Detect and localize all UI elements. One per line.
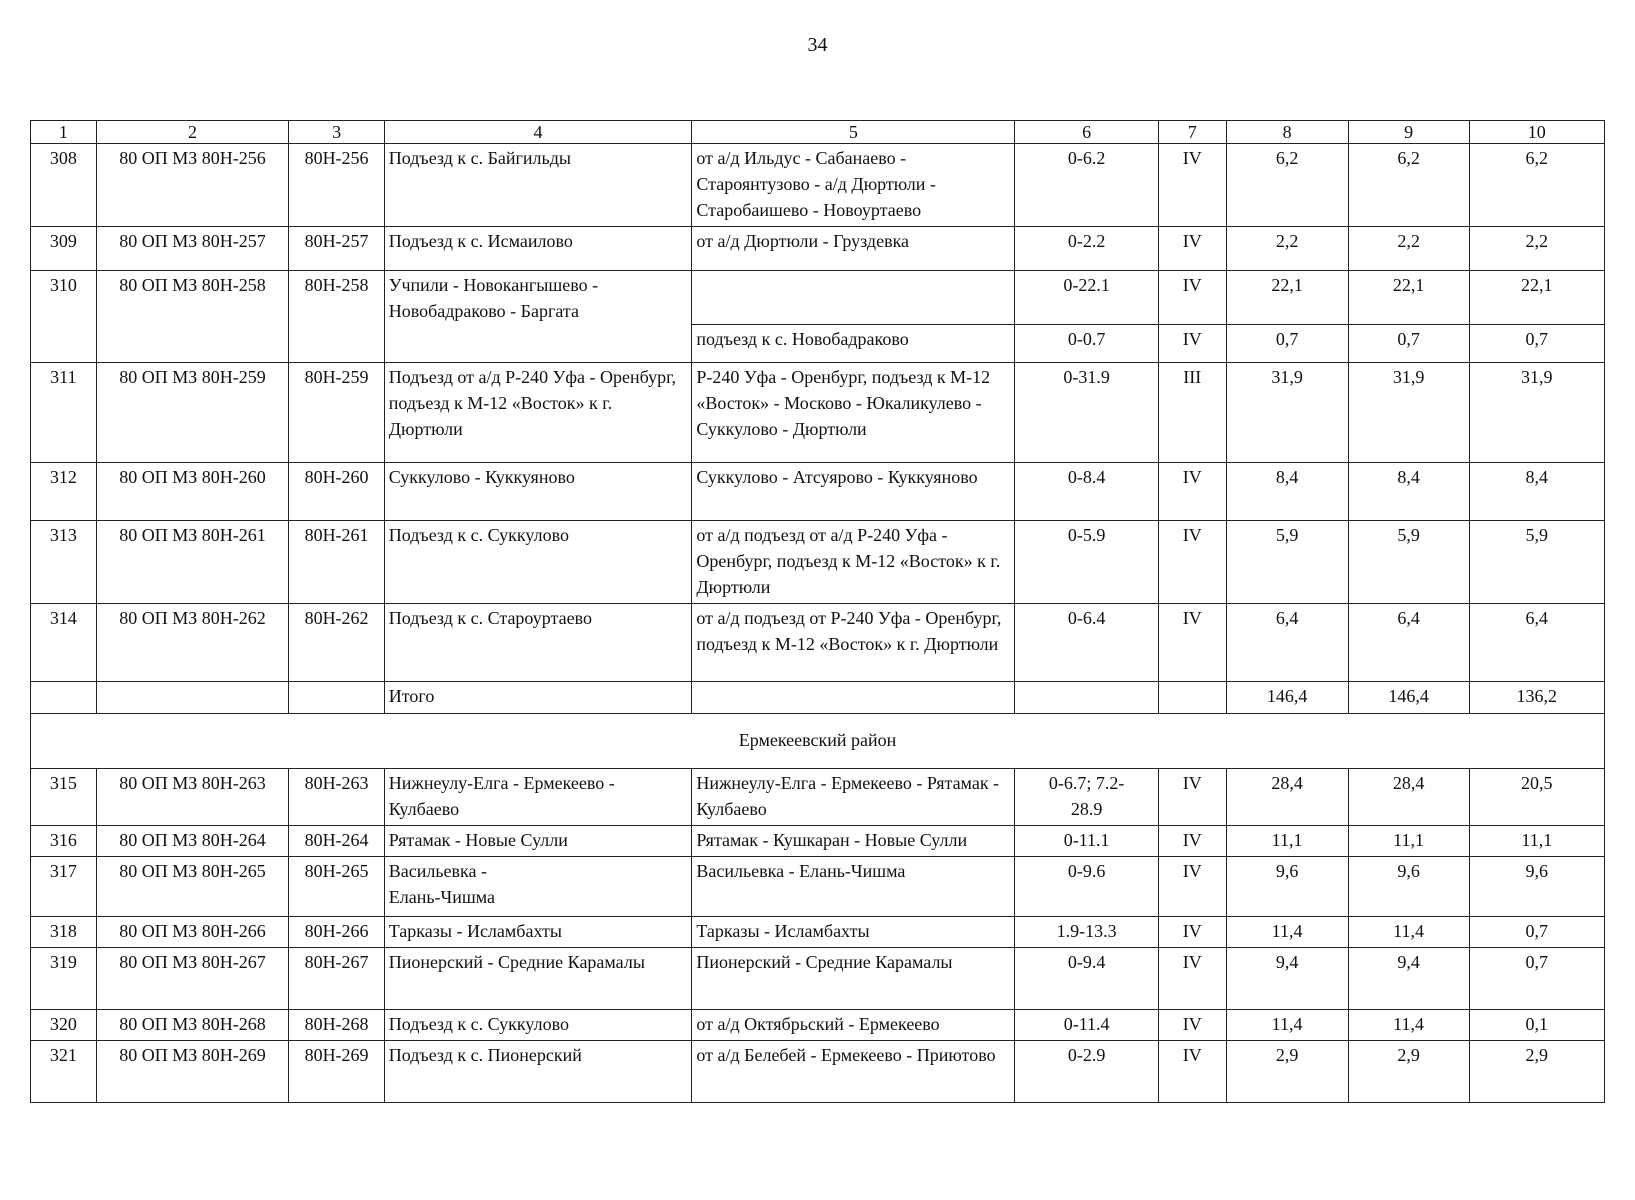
col-header: 5 — [692, 121, 1015, 144]
road-id: 80Н-258 — [289, 271, 384, 363]
row-number: 311 — [31, 363, 97, 463]
table-row — [31, 1010, 1605, 1041]
total-row — [31, 682, 1605, 714]
empty-cell — [289, 682, 384, 714]
value-col9: 2,9 — [1348, 1041, 1469, 1103]
table-row — [31, 857, 1605, 917]
road-id: 80Н-256 — [289, 144, 384, 227]
value-col10: 6,4 — [1469, 604, 1604, 682]
road-code: 80 ОП МЗ 80Н-258 — [96, 271, 289, 363]
value-col10: 11,1 — [1469, 826, 1604, 857]
page-number: 34 — [807, 34, 828, 56]
empty-cell — [31, 682, 97, 714]
road-id: 80Н-265 — [289, 857, 384, 917]
value-col8: 5,9 — [1226, 521, 1348, 604]
road-id: 80Н-266 — [289, 917, 384, 948]
road-id: 80Н-268 — [289, 1010, 384, 1041]
road-code: 80 ОП МЗ 80Н-263 — [96, 769, 289, 826]
value-col10: 22,1 — [1469, 271, 1604, 325]
row-number: 316 — [31, 826, 97, 857]
road-km: 1.9-13.3 — [1015, 917, 1159, 948]
road-name: Подъезд к с. Суккулово — [384, 521, 692, 604]
road-route: от а/д Белебей - Ермекеево - Приютово — [692, 1041, 1015, 1103]
road-km: 0-6.7; 7.2-28.9 — [1015, 769, 1159, 826]
road-category: IV — [1158, 271, 1226, 325]
road-category: IV — [1158, 463, 1226, 521]
road-category: IV — [1158, 826, 1226, 857]
road-code: 80 ОП МЗ 80Н-267 — [96, 948, 289, 1010]
road-route: Суккулово - Атсуярово - Куккуяново — [692, 463, 1015, 521]
road-code: 80 ОП МЗ 80Н-256 — [96, 144, 289, 227]
road-category: IV — [1158, 917, 1226, 948]
value-col9: 8,4 — [1348, 463, 1469, 521]
road-code: 80 ОП МЗ 80Н-262 — [96, 604, 289, 682]
road-id: 80Н-259 — [289, 363, 384, 463]
road-code: 80 ОП МЗ 80Н-261 — [96, 521, 289, 604]
value-col9: 11,1 — [1348, 826, 1469, 857]
value-col10: 2,2 — [1469, 227, 1604, 271]
col-header: 10 — [1469, 121, 1604, 144]
road-category: III — [1158, 363, 1226, 463]
road-name: Суккулово - Куккуяново — [384, 463, 692, 521]
road-route: Р-240 Уфа - Оренбург, подъезд к М-12 «Восток» - Москово - Юкаликулево - Суккулово - Дюртюли — [692, 363, 1015, 463]
value-col8: 0,7 — [1226, 325, 1348, 363]
road-route — [692, 271, 1015, 325]
value-col8: 11,4 — [1226, 1010, 1348, 1041]
value-col10: 9,6 — [1469, 857, 1604, 917]
road-category: IV — [1158, 144, 1226, 227]
road-code: 80 ОП МЗ 80Н-259 — [96, 363, 289, 463]
value-col9: 6,2 — [1348, 144, 1469, 227]
road-route: от а/д Ильдус - Сабанаево - Староянтузово - а/д Дюртюли - Старобаишево - Новоуртаево — [692, 144, 1015, 227]
road-category: IV — [1158, 521, 1226, 604]
road-category: IV — [1158, 325, 1226, 363]
table-row — [31, 363, 1605, 463]
road-id: 80Н-269 — [289, 1041, 384, 1103]
road-id: 80Н-257 — [289, 227, 384, 271]
road-name: Подъезд к с. Байгильды — [384, 144, 692, 227]
road-code: 80 ОП МЗ 80Н-264 — [96, 826, 289, 857]
road-id: 80Н-261 — [289, 521, 384, 604]
row-number: 308 — [31, 144, 97, 227]
empty-cell — [692, 682, 1015, 714]
row-number: 319 — [31, 948, 97, 1010]
road-category: IV — [1158, 1041, 1226, 1103]
row-number: 321 — [31, 1041, 97, 1103]
value-col10: 2,9 — [1469, 1041, 1604, 1103]
empty-cell — [1015, 682, 1159, 714]
col-header: 8 — [1226, 121, 1348, 144]
value-col8: 8,4 — [1226, 463, 1348, 521]
value-col10: 5,9 — [1469, 521, 1604, 604]
table-row — [31, 521, 1605, 604]
value-col10: 0,7 — [1469, 948, 1604, 1010]
road-category: IV — [1158, 227, 1226, 271]
value-col8: 11,4 — [1226, 917, 1348, 948]
table-row — [31, 1041, 1605, 1103]
total-col8: 146,4 — [1226, 682, 1348, 714]
road-name: Подъезд к с. Исмаилово — [384, 227, 692, 271]
road-code: 80 ОП МЗ 80Н-257 — [96, 227, 289, 271]
road-km: 0-2.2 — [1015, 227, 1159, 271]
road-route: Рятамак - Кушкаран - Новые Сулли — [692, 826, 1015, 857]
road-category: IV — [1158, 857, 1226, 917]
value-col9: 11,4 — [1348, 1010, 1469, 1041]
road-route: Нижнеулу-Елга - Ермекеево - Рятамак - Кулбаево — [692, 769, 1015, 826]
road-name: Подъезд к с. Староуртаево — [384, 604, 692, 682]
table-row — [31, 826, 1605, 857]
roads-table — [30, 120, 1605, 1103]
total-col9: 146,4 — [1348, 682, 1469, 714]
value-col10: 0,1 — [1469, 1010, 1604, 1041]
road-category: IV — [1158, 604, 1226, 682]
value-col10: 0,7 — [1469, 917, 1604, 948]
road-id: 80Н-267 — [289, 948, 384, 1010]
road-category: IV — [1158, 769, 1226, 826]
road-name: Подъезд к с. Суккулово — [384, 1010, 692, 1041]
col-header: 2 — [96, 121, 289, 144]
road-name: Подъезд к с. Пионерский — [384, 1041, 692, 1103]
road-route: от а/д подъезд от Р-240 Уфа - Оренбург, подъезд к М-12 «Восток» к г. Дюртюли — [692, 604, 1015, 682]
row-number: 313 — [31, 521, 97, 604]
road-id: 80Н-262 — [289, 604, 384, 682]
road-km: 0-6.2 — [1015, 144, 1159, 227]
road-id: 80Н-264 — [289, 826, 384, 857]
road-km: 0-8.4 — [1015, 463, 1159, 521]
value-col9: 6,4 — [1348, 604, 1469, 682]
value-col9: 0,7 — [1348, 325, 1469, 363]
road-category: IV — [1158, 948, 1226, 1010]
value-col9: 9,4 — [1348, 948, 1469, 1010]
value-col8: 6,4 — [1226, 604, 1348, 682]
row-number: 315 — [31, 769, 97, 826]
row-number: 310 — [31, 271, 97, 363]
road-id: 80Н-260 — [289, 463, 384, 521]
table-row — [31, 227, 1605, 271]
table-row — [31, 144, 1605, 227]
value-col10: 0,7 — [1469, 325, 1604, 363]
value-col8: 2,9 — [1226, 1041, 1348, 1103]
value-col8: 6,2 — [1226, 144, 1348, 227]
column-number-row — [31, 121, 1605, 144]
road-name: Учпили - Новокангышево - Новобадраково - Баргата — [384, 271, 692, 363]
road-km: 0-2.9 — [1015, 1041, 1159, 1103]
road-name: Пионерский - Средние Карамалы — [384, 948, 692, 1010]
value-col8: 22,1 — [1226, 271, 1348, 325]
empty-cell — [96, 682, 289, 714]
col-header: 4 — [384, 121, 692, 144]
value-col9: 22,1 — [1348, 271, 1469, 325]
road-code: 80 ОП МЗ 80Н-269 — [96, 1041, 289, 1103]
road-route: Пионерский - Средние Карамалы — [692, 948, 1015, 1010]
table-row — [31, 463, 1605, 521]
road-name: Нижнеулу-Елга - Ермекеево - Кулбаево — [384, 769, 692, 826]
col-header: 7 — [1158, 121, 1226, 144]
road-route: Тарказы - Исламбахты — [692, 917, 1015, 948]
value-col9: 2,2 — [1348, 227, 1469, 271]
road-code: 80 ОП МЗ 80Н-266 — [96, 917, 289, 948]
district-name: Ермекеевский район — [31, 714, 1605, 769]
road-route: от а/д подъезд от а/д Р-240 Уфа - Оренбург, подъезд к М-12 «Восток» к г. Дюртюли — [692, 521, 1015, 604]
total-label: Итого — [384, 682, 692, 714]
value-col10: 31,9 — [1469, 363, 1604, 463]
table-row — [31, 948, 1605, 1010]
value-col8: 11,1 — [1226, 826, 1348, 857]
value-col10: 6,2 — [1469, 144, 1604, 227]
row-number: 318 — [31, 917, 97, 948]
road-name: Рятамак - Новые Сулли — [384, 826, 692, 857]
row-number: 314 — [31, 604, 97, 682]
road-name: Васильевка - Елань-Чишма — [384, 857, 692, 917]
road-code: 80 ОП МЗ 80Н-265 — [96, 857, 289, 917]
road-route: от а/д Дюртюли - Груздевка — [692, 227, 1015, 271]
road-route: от а/д Октябрьский - Ермекеево — [692, 1010, 1015, 1041]
value-col9: 31,9 — [1348, 363, 1469, 463]
road-km: 0-11.1 — [1015, 826, 1159, 857]
col-header: 3 — [289, 121, 384, 144]
empty-cell — [1158, 682, 1226, 714]
value-col9: 5,9 — [1348, 521, 1469, 604]
table-row — [31, 769, 1605, 826]
road-name: Подъезд от а/д Р-240 Уфа - Оренбург, подъезд к М-12 «Восток» к г. Дюртюли — [384, 363, 692, 463]
road-km: 0-5.9 — [1015, 521, 1159, 604]
value-col8: 9,6 — [1226, 857, 1348, 917]
district-row — [31, 714, 1605, 769]
road-km: 0-0.7 — [1015, 325, 1159, 363]
value-col10: 8,4 — [1469, 463, 1604, 521]
value-col9: 28,4 — [1348, 769, 1469, 826]
table-row — [31, 917, 1605, 948]
row-number: 317 — [31, 857, 97, 917]
road-code: 80 ОП МЗ 80Н-260 — [96, 463, 289, 521]
value-col8: 2,2 — [1226, 227, 1348, 271]
value-col8: 31,9 — [1226, 363, 1348, 463]
table-row — [31, 604, 1605, 682]
col-header: 6 — [1015, 121, 1159, 144]
table-row — [31, 271, 1605, 325]
road-km: 0-9.4 — [1015, 948, 1159, 1010]
road-route: Васильевка - Елань-Чишма — [692, 857, 1015, 917]
road-category: IV — [1158, 1010, 1226, 1041]
row-number: 309 — [31, 227, 97, 271]
road-route: подъезд к с. Новобадраково — [692, 325, 1015, 363]
total-col10: 136,2 — [1469, 682, 1604, 714]
value-col8: 9,4 — [1226, 948, 1348, 1010]
value-col10: 20,5 — [1469, 769, 1604, 826]
row-number: 312 — [31, 463, 97, 521]
road-km: 0-22.1 — [1015, 271, 1159, 325]
road-km: 0-6.4 — [1015, 604, 1159, 682]
road-km: 0-31.9 — [1015, 363, 1159, 463]
road-code: 80 ОП МЗ 80Н-268 — [96, 1010, 289, 1041]
road-km: 0-9.6 — [1015, 857, 1159, 917]
row-number: 320 — [31, 1010, 97, 1041]
col-header: 9 — [1348, 121, 1469, 144]
col-header: 1 — [31, 121, 97, 144]
value-col8: 28,4 — [1226, 769, 1348, 826]
value-col9: 11,4 — [1348, 917, 1469, 948]
road-name: Тарказы - Исламбахты — [384, 917, 692, 948]
value-col9: 9,6 — [1348, 857, 1469, 917]
road-id: 80Н-263 — [289, 769, 384, 826]
road-km: 0-11.4 — [1015, 1010, 1159, 1041]
